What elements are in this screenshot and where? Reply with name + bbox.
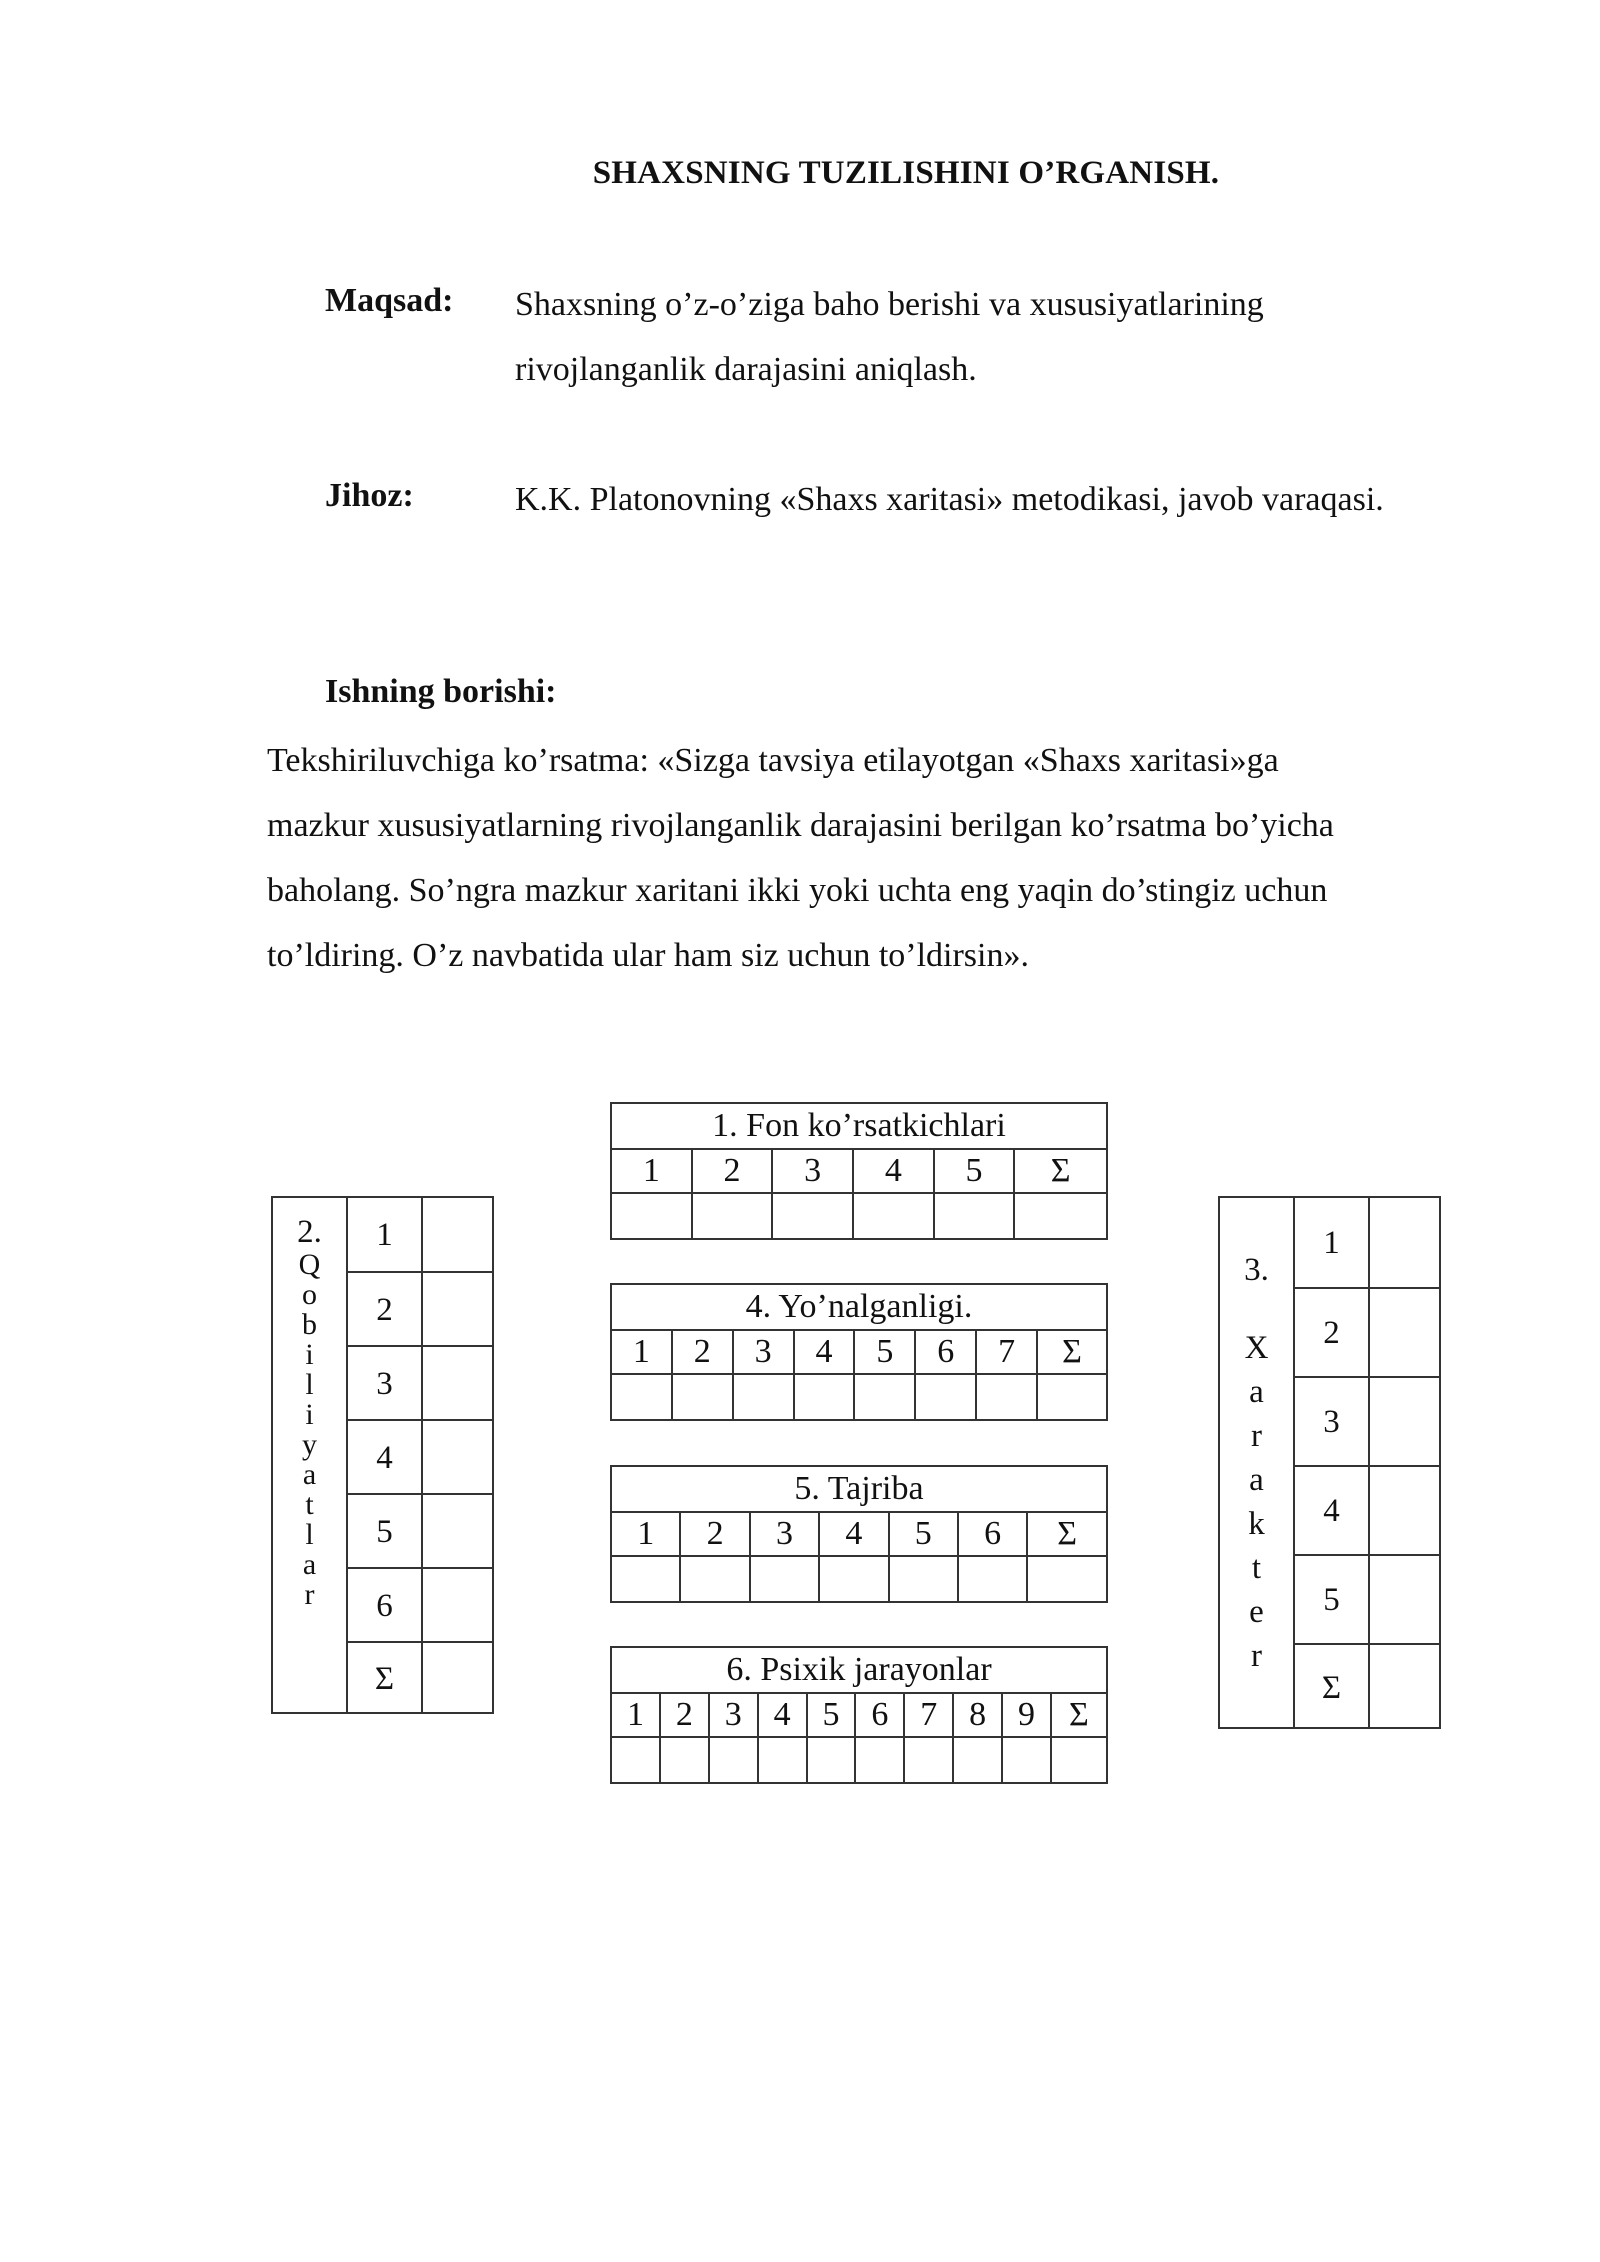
psixik-answer-cell[interactable] xyxy=(904,1737,953,1783)
xarakter-row-number: 3 xyxy=(1293,1376,1368,1465)
yonalganlik-col-header: 1 xyxy=(611,1330,672,1374)
xarakter-letter: t xyxy=(1251,1550,1262,1586)
qobiliyatlar-letter: l xyxy=(305,1368,314,1401)
yonalganlik-table-title: 4. Yo’nalganligi. xyxy=(611,1284,1107,1330)
instruction-paragraph xyxy=(267,728,1507,988)
yonalganlik-answer-cell[interactable] xyxy=(854,1374,915,1420)
jihoz-label: Jihoz: xyxy=(325,477,414,514)
qobiliyatlar-answer-cell[interactable] xyxy=(421,1493,494,1567)
psixik-answer-cell[interactable] xyxy=(1051,1737,1107,1783)
qobiliyatlar-answer-cell[interactable] xyxy=(421,1271,494,1345)
ishning-borishi-label: Ishning borishi: xyxy=(325,673,557,710)
yonalganlik-col-header: 6 xyxy=(915,1330,976,1374)
qobiliyatlar-row-number: 6 xyxy=(346,1567,421,1641)
qobiliyatlar-letter: y xyxy=(302,1428,317,1461)
psixik-col-header: 3 xyxy=(709,1693,758,1737)
fon-col-header: 3 xyxy=(772,1149,853,1193)
xarakter-letter: r xyxy=(1251,1638,1262,1674)
qobiliyatlar-letter: i xyxy=(305,1398,314,1431)
xarakter-letter: e xyxy=(1249,1594,1264,1630)
fon-col-header: 5 xyxy=(934,1149,1015,1193)
yonalganlik-answer-cell[interactable] xyxy=(794,1374,855,1420)
fon-col-header: 1 xyxy=(611,1149,692,1193)
psixik-col-header: 9 xyxy=(1002,1693,1051,1737)
psixik-answer-cell[interactable] xyxy=(660,1737,709,1783)
yonalganlik-answer-cell[interactable] xyxy=(672,1374,733,1420)
xarakter-answer-cell[interactable] xyxy=(1368,1196,1441,1287)
xarakter-row-number: Σ xyxy=(1293,1643,1368,1729)
psixik-table-title: 6. Psixik jarayonlar xyxy=(611,1647,1107,1693)
psixik-col-header: 7 xyxy=(904,1693,953,1737)
fon-answer-cell[interactable] xyxy=(853,1193,934,1239)
page-title: SHAXSNING TUZILISHINI O’RGANISH. xyxy=(592,155,1220,191)
qobiliyatlar-letter: t xyxy=(305,1488,314,1521)
yonalganlik-table xyxy=(610,1283,1108,1421)
xarakter-letter: a xyxy=(1249,1374,1264,1410)
xarakter-row-number: 4 xyxy=(1293,1465,1368,1554)
instruction-line: to’ldiring. O’z navbatida ular ham siz uchun to’ldirsin». xyxy=(267,937,1029,974)
qobiliyatlar-label xyxy=(273,1198,346,1712)
fon-table-title: 1. Fon ko’rsatkichlari xyxy=(611,1103,1107,1149)
xarakter-answer-cell[interactable] xyxy=(1368,1287,1441,1376)
qobiliyatlar-row-number: 5 xyxy=(346,1493,421,1567)
tajriba-answer-cell[interactable] xyxy=(958,1556,1027,1602)
yonalganlik-col-header: 2 xyxy=(672,1330,733,1374)
xarakter-number: 3. xyxy=(1244,1252,1269,1288)
qobiliyatlar-letter: a xyxy=(302,1548,317,1581)
tajriba-col-header: 6 xyxy=(958,1512,1027,1556)
tajriba-col-header: 2 xyxy=(680,1512,749,1556)
tajriba-answer-cell[interactable] xyxy=(750,1556,819,1602)
qobiliyatlar-answer-cell[interactable] xyxy=(421,1196,494,1271)
fon-answer-cell[interactable] xyxy=(611,1193,692,1239)
qobiliyatlar-number: 2. xyxy=(297,1214,322,1250)
fon-col-header: 2 xyxy=(692,1149,773,1193)
jihoz-text: K.K. Platonovning «Shaxs xaritasi» metodikasi, javob varaqasi. xyxy=(515,481,1384,518)
tajriba-col-header: 4 xyxy=(819,1512,888,1556)
qobiliyatlar-letter: Q xyxy=(298,1248,321,1281)
xarakter-row-number: 2 xyxy=(1293,1287,1368,1376)
psixik-answer-cell[interactable] xyxy=(709,1737,758,1783)
tajriba-col-header: Σ xyxy=(1027,1512,1107,1556)
tajriba-table xyxy=(610,1465,1108,1603)
psixik-answer-cell[interactable] xyxy=(758,1737,807,1783)
yonalganlik-answer-cell[interactable] xyxy=(976,1374,1037,1420)
qobiliyatlar-row-number: 4 xyxy=(346,1419,421,1493)
tajriba-col-header: 3 xyxy=(750,1512,819,1556)
psixik-col-header: 6 xyxy=(855,1693,904,1737)
xarakter-label xyxy=(1220,1198,1293,1727)
psixik-answer-cell[interactable] xyxy=(953,1737,1002,1783)
tajriba-col-header: 5 xyxy=(889,1512,958,1556)
fon-col-header: 4 xyxy=(853,1149,934,1193)
psixik-answer-cell[interactable] xyxy=(855,1737,904,1783)
qobiliyatlar-answer-cell[interactable] xyxy=(421,1641,494,1714)
yonalganlik-col-header: 7 xyxy=(976,1330,1037,1374)
qobiliyatlar-answer-cell[interactable] xyxy=(421,1419,494,1493)
fon-answer-cell[interactable] xyxy=(1014,1193,1107,1239)
qobiliyatlar-letter: o xyxy=(302,1278,317,1311)
maqsad-line-1: Shaxsning o’z-o’ziga baho berishi va xususiyatlarining xyxy=(515,286,1264,323)
qobiliyatlar-letter: a xyxy=(302,1458,317,1491)
xarakter-letter: a xyxy=(1249,1462,1264,1498)
psixik-col-header: 2 xyxy=(660,1693,709,1737)
yonalganlik-col-header: 3 xyxy=(733,1330,794,1374)
xarakter-letter: k xyxy=(1248,1506,1265,1542)
psixik-col-header: 1 xyxy=(611,1693,660,1737)
psixik-answer-cell[interactable] xyxy=(1002,1737,1051,1783)
qobiliyatlar-letter: b xyxy=(302,1308,317,1341)
qobiliyatlar-row-number: 2 xyxy=(346,1271,421,1345)
xarakter-answer-cell[interactable] xyxy=(1368,1465,1441,1554)
instruction-line: baholang. So’ngra mazkur xaritani ikki yoki uchta eng yaqin do’stingiz uchun xyxy=(267,872,1328,909)
tajriba-answer-cell[interactable] xyxy=(611,1556,680,1602)
fon-answer-cell[interactable] xyxy=(772,1193,853,1239)
yonalganlik-col-header: 4 xyxy=(794,1330,855,1374)
xarakter-letter: r xyxy=(1251,1418,1262,1454)
psixik-col-header: 4 xyxy=(758,1693,807,1737)
psixik-table xyxy=(610,1646,1108,1784)
tajriba-answer-cell[interactable] xyxy=(1027,1556,1107,1602)
psixik-col-header: 8 xyxy=(953,1693,1002,1737)
tajriba-col-header: 1 xyxy=(611,1512,680,1556)
psixik-col-header: 5 xyxy=(807,1693,856,1737)
psixik-answer-cell[interactable] xyxy=(611,1737,660,1783)
qobiliyatlar-answer-cell[interactable] xyxy=(421,1345,494,1419)
tajriba-answer-cell[interactable] xyxy=(889,1556,958,1602)
qobiliyatlar-table xyxy=(271,1196,494,1714)
yonalganlik-answer-cell[interactable] xyxy=(733,1374,794,1420)
xarakter-answer-cell[interactable] xyxy=(1368,1376,1441,1465)
qobiliyatlar-letter: r xyxy=(304,1578,315,1611)
instruction-line: Tekshiriluvchiga ko’rsatma: «Sizga tavsiya etilayotgan «Shaxs xaritasi»ga xyxy=(267,742,1279,779)
fon-col-header: Σ xyxy=(1014,1149,1107,1193)
psixik-col-header: Σ xyxy=(1051,1693,1107,1737)
qobiliyatlar-answer-cell[interactable] xyxy=(421,1567,494,1641)
yonalganlik-col-header: Σ xyxy=(1037,1330,1107,1374)
xarakter-letter: X xyxy=(1244,1330,1269,1366)
xarakter-answer-cell[interactable] xyxy=(1368,1643,1441,1729)
yonalganlik-answer-cell[interactable] xyxy=(611,1374,672,1420)
yonalganlik-answer-cell[interactable] xyxy=(915,1374,976,1420)
qobiliyatlar-letter: l xyxy=(305,1518,314,1551)
xarakter-row-number: 1 xyxy=(1293,1196,1368,1287)
fon-table xyxy=(610,1102,1108,1240)
qobiliyatlar-row-number: Σ xyxy=(346,1641,421,1714)
maqsad-line-2: rivojlanganlik darajasini aniqlash. xyxy=(515,351,977,388)
xarakter-table xyxy=(1218,1196,1441,1729)
tajriba-table-title: 5. Tajriba xyxy=(611,1466,1107,1512)
qobiliyatlar-row-number: 3 xyxy=(346,1345,421,1419)
xarakter-answer-cell[interactable] xyxy=(1368,1554,1441,1643)
fon-answer-cell[interactable] xyxy=(692,1193,773,1239)
tajriba-answer-cell[interactable] xyxy=(819,1556,888,1602)
xarakter-row-number: 5 xyxy=(1293,1554,1368,1643)
fon-answer-cell[interactable] xyxy=(934,1193,1015,1239)
instruction-line: mazkur xususiyatlarning rivojlanganlik darajasini berilgan ko’rsatma bo’yicha xyxy=(267,807,1334,844)
qobiliyatlar-letter: i xyxy=(305,1338,314,1371)
maqsad-text xyxy=(515,272,1555,402)
yonalganlik-answer-cell[interactable] xyxy=(1037,1374,1107,1420)
tajriba-answer-cell[interactable] xyxy=(680,1556,749,1602)
qobiliyatlar-row-number: 1 xyxy=(346,1196,421,1271)
maqsad-label: Maqsad: xyxy=(325,282,454,319)
yonalganlik-col-header: 5 xyxy=(854,1330,915,1374)
psixik-answer-cell[interactable] xyxy=(807,1737,856,1783)
